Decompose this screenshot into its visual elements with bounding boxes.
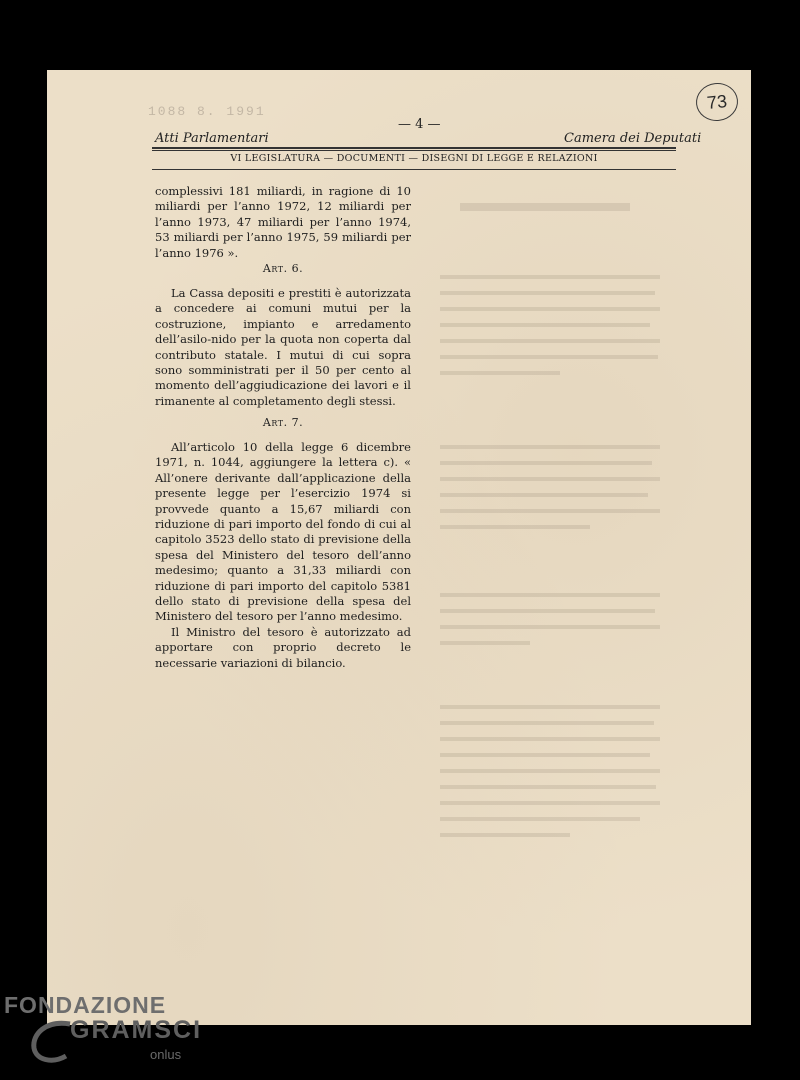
intro-paragraph <box>155 184 411 261</box>
logo-line-2: GRAMSCI <box>70 1016 203 1044</box>
subheader: VI LEGISLATURA — DOCUMENTI — DISEGNI DI LEGGE E RELAZIONI <box>230 153 598 164</box>
subheader-rule <box>152 169 676 170</box>
article-7-body <box>155 440 411 671</box>
logo-line-1: FONDAZIONE <box>4 992 167 1018</box>
article-7-title: Art. 7. <box>262 416 304 429</box>
header-left: Atti Parlamentari <box>155 131 269 146</box>
intro-text: complessivi 181 miliardi, in ragione di 10 miliardi per l’anno 1972, 12 miliardi per l’anno 1973, 47 miliardi per l’anno 1974, 53 miliardi per l’anno 1975, 59 miliardi per l’anno 1976 ». <box>155 184 411 260</box>
header-rule <box>152 147 676 149</box>
page-number: — 4 — <box>398 117 441 132</box>
article-7-text-1: All’articolo 10 della legge 6 dicembre 1971, n. 1044, aggiungere la lettera c). « All’onere derivante dall’applicazione della presente legge per l’esercizio 1974 si provvede quanto a 15,67 miliardi con riduzione di pari importo del fondo di cui al capitolo 3523 dello stato di previsione della spesa del Ministero del tesoro dell’anno medesimo; quanto a 31,33 miliardi con riduzione di pari importo del capitolo 5381 dello stato di previsione della spesa del Ministero del tesoro per l’anno medesimo. <box>155 440 411 624</box>
article-6-text: La Cassa depositi e prestiti è autorizzata a concedere ai comuni mutui per la costruzione, impianto e arredamento dell’asilo-nido per la quota non coperta dal contributo statale. I mutui di cui sopra sono somministrati per il 50 per cento al momento dell’aggiudicazione dei lavori e il rimanente al completamento degli stessi. <box>155 286 411 408</box>
bleed-through-texture <box>440 195 665 875</box>
faded-stamp: 1088 8. 1991 <box>148 104 266 119</box>
logo-swoosh-icon <box>26 1016 76 1066</box>
fondazione-gramsci-logo <box>0 992 210 1072</box>
header-right: Camera dei Deputati <box>564 131 702 146</box>
header-rule-thin <box>152 150 676 151</box>
article-6-title: Art. 6. <box>262 262 304 275</box>
article-6-body <box>155 286 411 409</box>
page-stamp-number: 73 <box>694 81 740 123</box>
logo-line-3: onlus <box>150 1047 182 1062</box>
article-7-text-2: Il Ministro del tesoro è autorizzato ad apportare con proprio decreto le necessarie variazioni di bilancio. <box>155 624 411 670</box>
